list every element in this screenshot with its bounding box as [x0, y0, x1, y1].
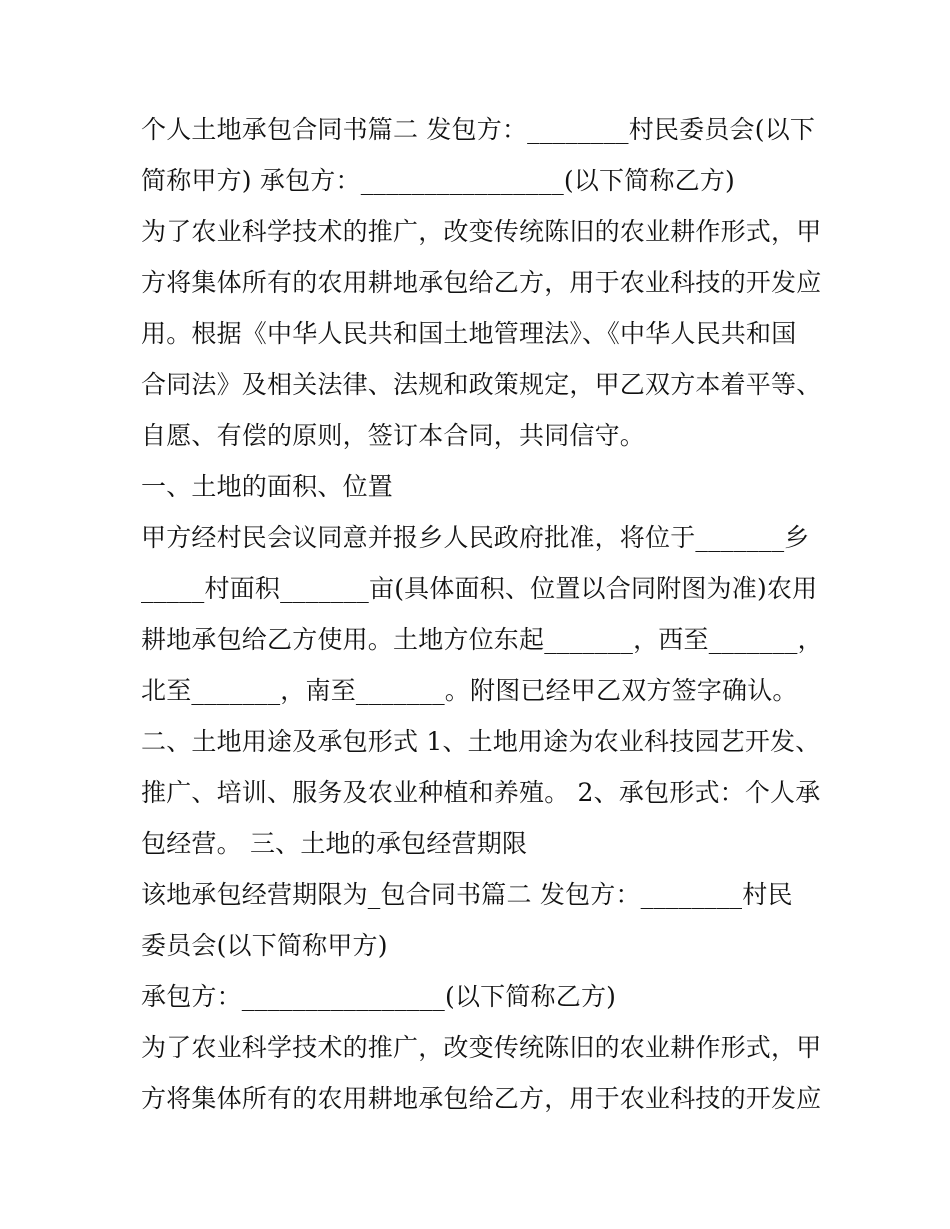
- text-line: 包经营。 三、土地的承包经营期限: [141, 829, 528, 858]
- text-line: 甲方经村民会议同意并报乡人民政府批准，将位于_______乡: [141, 523, 810, 552]
- text-line: 用。根据《中华人民共和国土地管理法》、《中华人民共和国: [141, 319, 797, 348]
- text-line: 合同法》及相关法律、法规和政策规定，甲乙双方本着平等、: [141, 370, 822, 399]
- text-line: 该地承包经营期限为_包合同书篇二 发包方：________村民: [141, 880, 793, 909]
- text-line: 承包方：________________(以下简称乙方): [141, 982, 617, 1011]
- text-line: 北至_______，南至_______。附图已经甲乙双方签字确认。: [141, 676, 798, 705]
- text-line: _____村面积_______亩(具体面积、位置以合同附图为准)农用: [141, 574, 818, 603]
- text-line: 为了农业科学技术的推广，改变传统陈旧的农业耕作形式，甲: [141, 217, 822, 246]
- text-line: 方将集体所有的农用耕地承包给乙方，用于农业科技的开发应: [141, 268, 822, 297]
- section-heading: 二、土地用途及承包形式 1、土地用途为农业科技园艺开发、: [141, 727, 821, 756]
- text-line: 推广、培训、服务及农业种植和养殖。 2、承包形式：个人承: [141, 778, 821, 807]
- text-line: 耕地承包给乙方使用。土地方位东起_______，西至_______，: [141, 625, 823, 654]
- section-heading: 一、土地的面积、位置: [141, 472, 394, 501]
- text-line: 为了农业科学技术的推广，改变传统陈旧的农业耕作形式，甲: [141, 1033, 822, 1062]
- document-body: [141, 104, 821, 1124]
- text-line: 委员会(以下简称甲方): [141, 931, 388, 960]
- text-line: 自愿、有偿的原则，签订本合同，共同信守。: [141, 421, 646, 450]
- text-line: 简称甲方) 承包方：________________(以下简称乙方): [141, 166, 736, 195]
- text-line: 方将集体所有的农用耕地承包给乙方，用于农业科技的开发应: [141, 1084, 822, 1113]
- text-line: 个人土地承包合同书篇二 发包方：________村民委员会(以下: [141, 115, 816, 144]
